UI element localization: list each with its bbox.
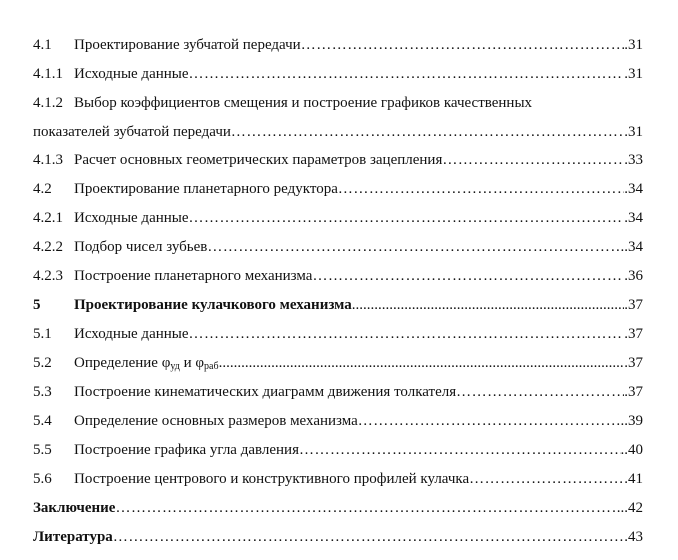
toc-entry-page: .37 (624, 297, 643, 313)
toc-entry-number: 4.2.2 (33, 239, 63, 255)
toc-entry-title: Определение основных размеров механизма (74, 407, 358, 436)
toc-entry-number: 5.4 (33, 413, 52, 429)
dot-leader (338, 175, 624, 204)
toc-entry-number: 5.3 (33, 384, 52, 400)
toc-entry-page: .31 (624, 124, 643, 140)
toc-entry-line (33, 494, 643, 523)
toc-entry-title-continuation: показателей зубчатой передачи (33, 118, 231, 147)
toc-entry-line (74, 31, 643, 60)
toc-entry-4-2-3 (33, 262, 643, 291)
dot-leader (312, 262, 624, 291)
toc-entry-title: Построение планетарного механизма (74, 262, 312, 291)
toc-entry-line (33, 118, 643, 147)
toc-entry-literature (33, 523, 643, 552)
toc-entry-title (74, 349, 219, 378)
toc-entry-4-1-2 (33, 89, 643, 118)
toc-entry-4-2-2 (33, 233, 643, 262)
dot-leader (189, 204, 625, 233)
toc-entry-conclusion (33, 494, 643, 523)
toc-entry-5-3 (33, 378, 643, 407)
toc-entry-number: 4.2 (33, 181, 52, 197)
toc-entry-4-2 (33, 175, 643, 204)
toc-entry-title: Построение кинематических диаграмм движения толкателя (74, 378, 456, 407)
toc-entry-line (74, 320, 643, 349)
toc-entry-title: Проектирование кулачкового механизма (74, 291, 352, 320)
dot-leader (469, 465, 624, 494)
toc-entry-number: 5.6 (33, 471, 52, 487)
toc-entry-title: Проектирование зубчатой передачи (74, 31, 301, 60)
toc-entry-title: Исходные данные (74, 320, 189, 349)
toc-entry-4-1-2-continuation (33, 118, 643, 146)
toc-entry-line (74, 89, 643, 118)
toc-entry-4-1 (33, 31, 643, 60)
toc-entry-number: 4.2.1 (33, 210, 63, 226)
toc-entry-5-2 (33, 349, 643, 378)
toc-entry-page: .37 (624, 355, 643, 371)
dot-leader (352, 291, 624, 320)
dot-leader (456, 378, 624, 407)
toc-entry-line (74, 436, 643, 465)
dot-leader (219, 349, 625, 378)
toc-entry-title: Заключение (33, 494, 115, 523)
dot-leader (442, 146, 624, 175)
toc-entry-line (74, 60, 643, 89)
toc-entry-line (74, 233, 643, 262)
dot-leader (115, 494, 616, 523)
toc-entry-title: Исходные данные (74, 60, 189, 89)
toc-entry-page: .41 (624, 471, 643, 487)
toc-entry-page: .34 (624, 210, 643, 226)
toc-entry-number: 4.2.3 (33, 268, 63, 284)
toc-entry-title: Подбор чисел зубьев (74, 233, 207, 262)
toc-entry-page: ..34 (620, 239, 643, 255)
subscript-ud: уд (170, 361, 180, 372)
toc-entry-page: ...42 (616, 500, 643, 516)
toc-entry-line (74, 291, 643, 320)
subscript-rab: раб (204, 361, 219, 372)
toc-entry-5 (33, 291, 643, 320)
toc-entry-line (33, 523, 643, 552)
toc-entry-number: 4.1.1 (33, 66, 63, 82)
toc-entry-5-5 (33, 436, 643, 465)
toc-entry-page: .43 (624, 529, 643, 545)
toc-entry-line (74, 407, 643, 436)
toc-entry-title: Литература (33, 523, 113, 552)
toc-entry-line (74, 262, 643, 291)
dot-leader (358, 407, 621, 436)
toc-entry-title: Выбор коэффициентов смещения и построение графиков качественных (74, 89, 532, 118)
toc-entry-line (74, 146, 643, 175)
toc-entry-page: .31 (624, 37, 643, 53)
title-mid: и φ (179, 355, 205, 371)
toc-entry-page: .36 (624, 268, 643, 284)
toc-entry-line (74, 349, 643, 378)
dot-leader (207, 233, 620, 262)
dot-leader (189, 60, 625, 89)
toc-entry-page: .31 (624, 66, 643, 82)
toc-entry-page: .34 (624, 181, 643, 197)
toc-entry-number: 5.1 (33, 326, 52, 342)
toc-entry-5-6 (33, 465, 643, 494)
dot-leader (299, 436, 621, 465)
dot-leader (301, 31, 625, 60)
dot-leader (189, 320, 625, 349)
toc-entry-line (74, 204, 643, 233)
toc-entry-number: 5 (33, 297, 41, 313)
toc-entry-page: ..39 (620, 413, 643, 429)
toc-entry-title: Проектирование планетарного редуктора (74, 175, 338, 204)
table-of-contents (33, 31, 643, 552)
toc-entry-page: .33 (624, 152, 643, 168)
title-prefix: Определение φ (74, 355, 171, 371)
toc-entry-number: 4.1 (33, 37, 52, 53)
toc-entry-title: Построение центрового и конструктивного профилей кулачка (74, 465, 469, 494)
toc-entry-page: ..40 (620, 442, 643, 458)
toc-entry-title: Исходные данные (74, 204, 189, 233)
toc-entry-line (74, 465, 643, 494)
toc-entry-5-4 (33, 407, 643, 436)
toc-entry-page: .37 (624, 326, 643, 342)
dot-leader (113, 523, 624, 552)
toc-entry-number: 4.1.2 (33, 95, 63, 111)
toc-entry-5-1 (33, 320, 643, 349)
dot-leader (231, 118, 624, 147)
toc-entry-4-1-1 (33, 60, 643, 89)
toc-entry-page: .37 (624, 384, 643, 400)
toc-entry-4-2-1 (33, 204, 643, 233)
toc-entry-number: 4.1.3 (33, 152, 63, 168)
toc-entry-number: 5.5 (33, 442, 52, 458)
toc-entry-title: Расчет основных геометрических параметров зацепления (74, 146, 442, 175)
toc-entry-number: 5.2 (33, 355, 52, 371)
toc-entry-title: Построение графика угла давления (74, 436, 299, 465)
toc-entry-line (74, 175, 643, 204)
toc-entry-4-1-3 (33, 146, 643, 175)
toc-entry-line (74, 378, 643, 407)
